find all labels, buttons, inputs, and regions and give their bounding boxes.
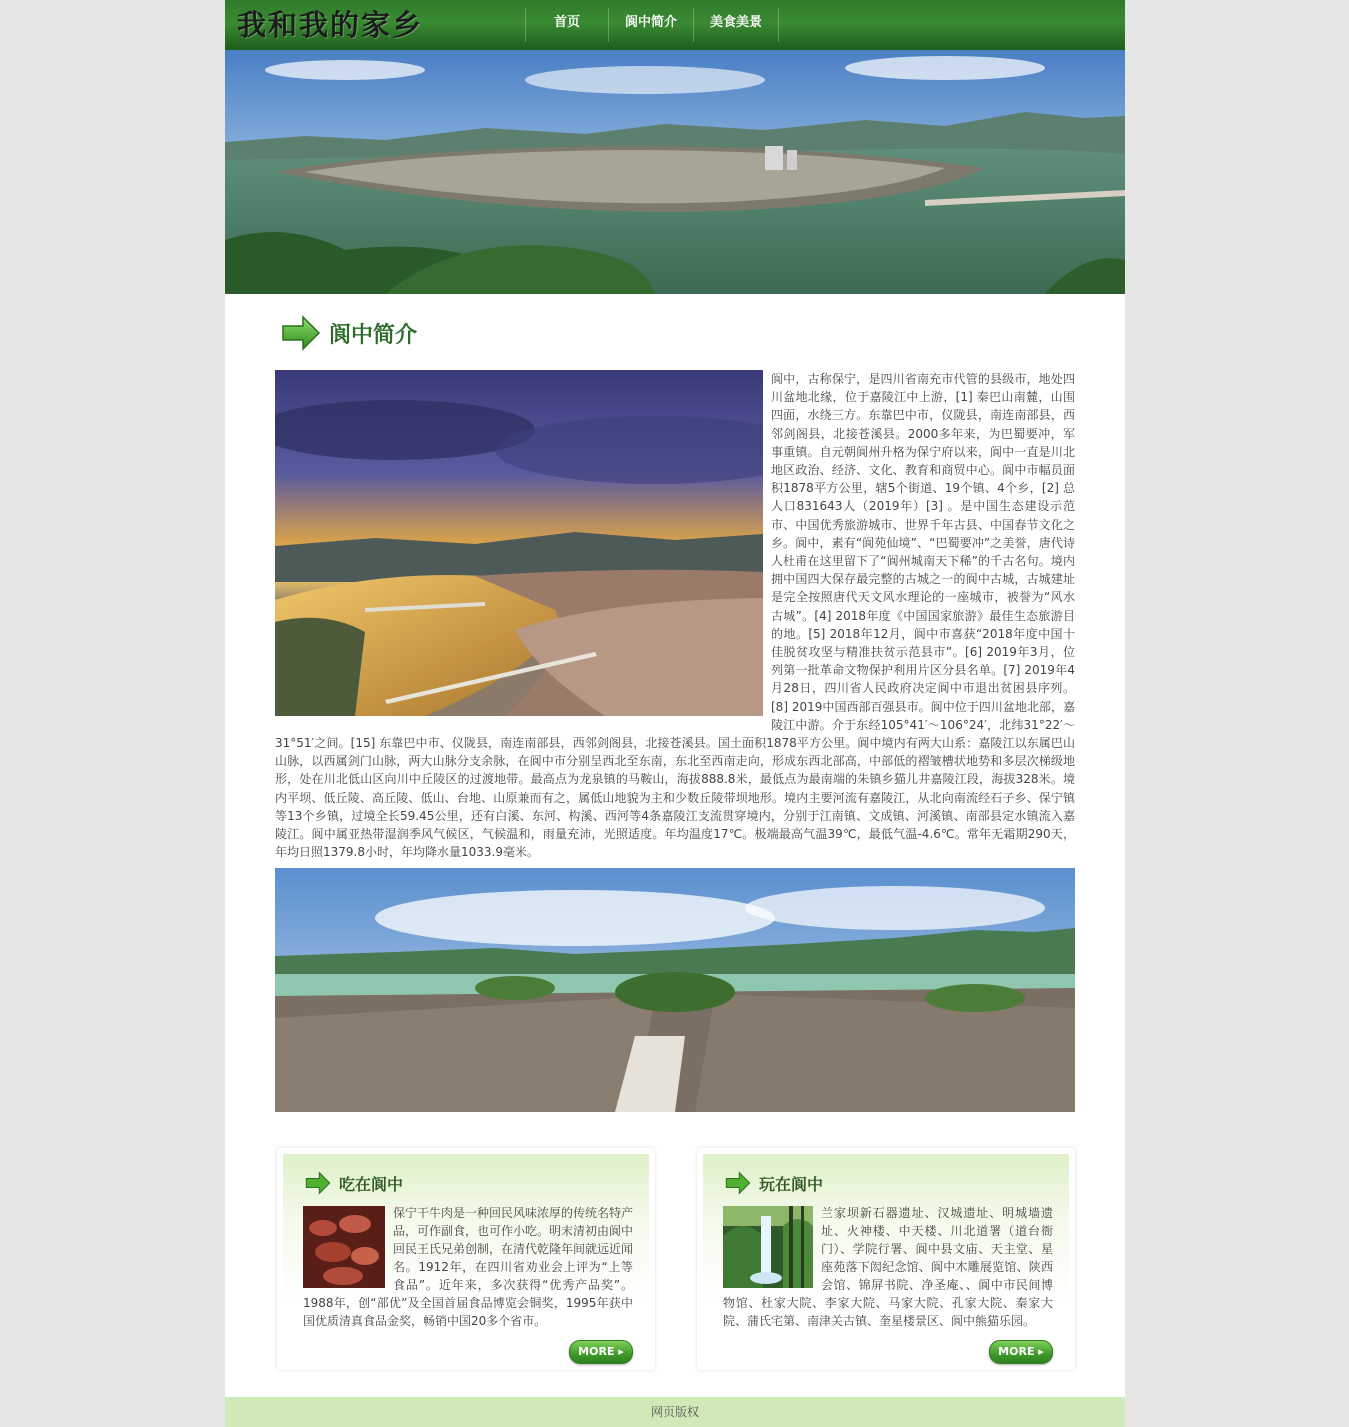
- play-card-heading: 玩在阆中: [759, 1174, 824, 1194]
- play-card: [697, 1148, 1075, 1370]
- eat-card: [277, 1148, 655, 1370]
- intro-paragraph: 阆中，古称保宁，是四川省南充市代管的县级市，地处四川盆地北缘，位于嘉陵江中上游，[1] 秦巴山南麓，山围四面，水绕三方。东靠巴中市，仪陇县，南连南部县，西邻剑阁县，北接苍溪县。2000多年来，为巴蜀要冲，军事重镇。自元朝阆州升格为保宁府以来，阆中一直是川北地区政治、经济、文化、教育和商贸中心。阆中市幅员面积1878平方公里，辖5个街道、19个镇、4个乡，[2] 总人口831643人（2019年）[3] 。是中国生态建设示范市、中国优秀旅游城市、世界千年古县、中国春节文化之乡。阆中，素有“阆苑仙境”、“巴蜀要冲”之美誉，唐代诗人杜甫在这里留下了“阆州城南天下稀”的千古名句。境内拥中国四大保存最完整的古城之一的阆中古城，古城建址是完全按照唐代天文风水理论的一座城市，被誉为“风水古城”。[4] 2018年度《中国国家旅游》最佳生态旅游目的地。[5] 2018年12月，阆中市喜获“2018年度中国十佳脱贫攻坚与精准扶贫示范县市”。[6] 2019年3月，位列第一批革命文物保护利用片区分县名单。[7] 2019年4月28日，四川省人民政府决定阆中市退出贫困县序列。[8] 2019中国西部百强县市。阆中位于四川盆地北部，嘉陵江中游。介于东经105°41′～106°24′，北纬31°22′～31°51′之间。[15] 东靠巴中市、仪陇县，南连南部县，西邻剑阁县，北接苍溪县。国土面积1878平方公里。阆中境内有两大山系：嘉陵江以东属巴山山脉，以西属剑门山脉，两大山脉分支余脉，在阆中市分别呈西北至东南，东北至西南走向，形成东西北部高，中部低的褶皱槽状地势和多层次梯级地形，处在川北低山区向川中丘陵区的过渡地带。最高点为龙泉镇的马鞍山，海拔888.8米，最低点为最南端的朱镇乡猫儿井嘉陵江段，海拔328米。境内平坝、低丘陵、高丘陵、低山、台地、山原兼而有之，属低山地貌为主和少数丘陵带坝地形。境内主要河流有嘉陵江，从北向南流经石子乡、保宁镇等13个乡镇，过境全长59.45公里，还有白溪、东河、构溪、西河等4条嘉陵江支流贯穿境内，分别于江南镇、文成镇、河溪镇、南部县定水镇流入嘉陵江。阆中属亚热带湿润季风气候区，气候温和，雨量充沛，光照适度。年均温度17℃。极端最高气温39℃，最低气温-4.6℃。常年无霜期290天，年均日照1379.8小时，年均降水量1033.9毫米。: [275, 372, 1075, 860]
- eat-more-label: MORE: [578, 1345, 615, 1358]
- header-bar: [225, 0, 1125, 50]
- intro-article: [275, 370, 1075, 861]
- play-more-label: MORE: [998, 1345, 1035, 1358]
- page: [225, 0, 1125, 1427]
- footer: [225, 1397, 1125, 1427]
- play-more-button[interactable]: MORE ▸: [989, 1340, 1053, 1364]
- waterfall-image: [723, 1206, 813, 1288]
- arrow-right-icon: [305, 1171, 331, 1195]
- play-card-body: [723, 1204, 1053, 1330]
- eat-card-text: 保宁干牛肉是一种回民风味浓厚的传统名特产品，可作副食，也可作小吃。明末清初由阆中回民王氏兄弟创制，在清代乾隆年间就远近闻名。1912年，在四川省劝业会上评为“上等食品”。近年来，多次获得“优秀产品奖”。1988年，创“部优”及全国首届食品博览会铜奖，1995年获中国优质清真食品金奖，畅销中国20多个省市。: [303, 1206, 634, 1328]
- eat-card-body: [303, 1204, 633, 1330]
- main-nav: [525, 8, 779, 42]
- nav-item-food-scenery[interactable]: 美食美景: [693, 8, 779, 42]
- play-card-title: [725, 1170, 823, 1196]
- eat-card-title: [305, 1170, 403, 1196]
- banner-panorama-image: [225, 50, 1125, 294]
- arrow-right-icon: [281, 315, 321, 351]
- eat-card-panel: [283, 1154, 649, 1370]
- site-logo[interactable]: 我和我的家乡: [237, 8, 424, 42]
- section-heading: 阆中简介: [329, 321, 418, 348]
- play-card-panel: [703, 1154, 1069, 1370]
- eat-more-button[interactable]: MORE ▸: [569, 1340, 633, 1364]
- ancient-town-rooftops-image: [275, 868, 1075, 1112]
- copyright-text: 网页版权: [650, 1405, 699, 1419]
- nav-item-intro[interactable]: 阆中简介: [608, 8, 693, 42]
- eat-card-heading: 吃在阆中: [339, 1174, 404, 1194]
- nav-item-home[interactable]: 首页: [525, 8, 608, 42]
- section-title: [281, 312, 417, 354]
- play-card-text: 兰家坝新石器遗址、汉城遗址、明城墙遗址、火神楼、中天楼、川北道署（道台衙门）、学院行署、阆中县文庙、天主堂、星座苑落下闳纪念馆、阆中木雕展览馆、陕西会馆、锦屏书院、净圣庵、、阆中市民间博物馆、杜家大院、李家大院、马家大院、孔家大院、秦家大院、蒲氏宅第、南津关古镇、奎星楼景区、阆中熊猫乐园。: [723, 1206, 1053, 1328]
- city-sunset-image: [275, 370, 763, 716]
- dried-beef-image: [303, 1206, 385, 1288]
- arrow-right-icon: [725, 1171, 751, 1195]
